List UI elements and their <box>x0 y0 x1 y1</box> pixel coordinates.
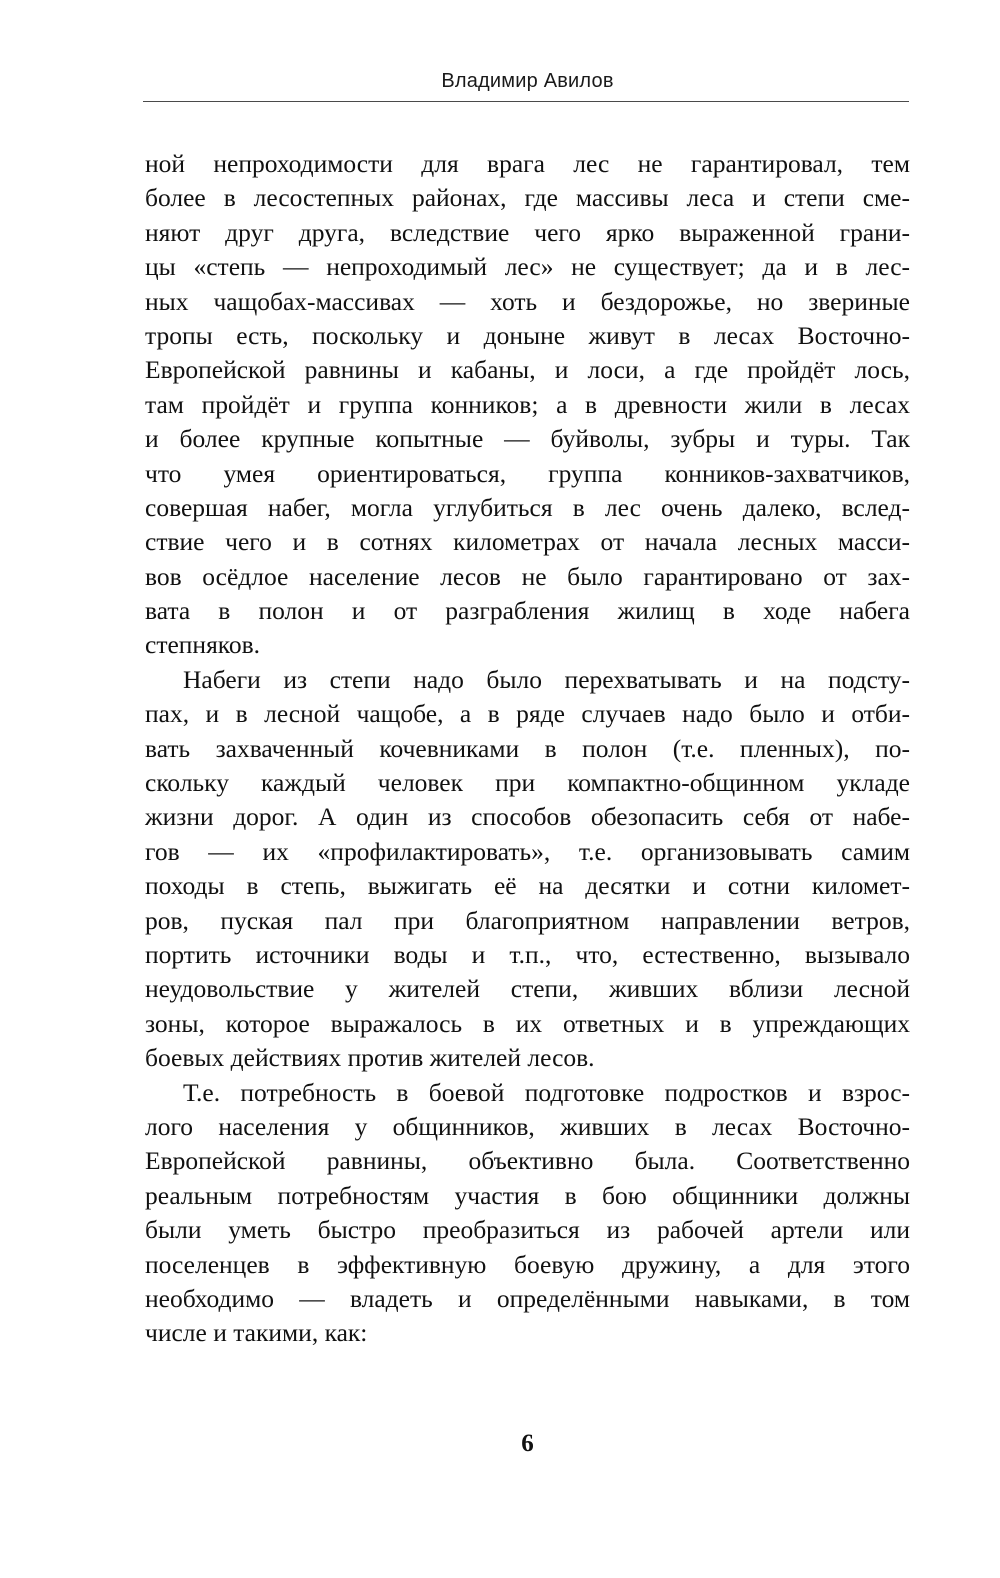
running-head: Владимир Авилов <box>441 70 614 92</box>
text-line: Т.е. потребность в боевой подготовке подростков и взрос- <box>183 1077 910 1107</box>
text-line: Европейской равнины, объективно была. Соответственно <box>145 1146 910 1176</box>
text-line: скольку каждый человек при компактно-общинном укладе <box>145 768 910 798</box>
page-number: 6 <box>521 1430 534 1457</box>
text-line: цы «степь — непроходимый лес» не существует; да и в лес- <box>145 252 910 282</box>
text-line: совершая набег, могла углубиться в лес очень далеко, вслед- <box>145 492 910 522</box>
text-line: неудовольствие у жителей степи, живших вблизи лесной <box>145 974 910 1004</box>
header-rule <box>143 101 909 102</box>
text-line: ров, пуская пал при благоприятном направлении ветров, <box>145 905 910 935</box>
text-line: более в лесостепных районах, где массивы леса и степи сме- <box>145 183 910 213</box>
text-line: портить источники воды и т.п., что, естественно, вызывало <box>145 939 910 969</box>
text-line: ствие чего и в сотнях километрах от начала лесных масси- <box>145 527 910 557</box>
text-line: вать захваченный кочевниками в полон (т.е. пленных), по- <box>145 733 910 763</box>
text-line: вов осёдлое население лесов не было гарантировано от зах- <box>145 561 910 591</box>
text-line: вата в полон и от разграбления жилищ в ходе набега <box>145 596 910 626</box>
text-line: няют друг друга, вследствие чего ярко выраженной грани- <box>145 217 910 247</box>
text-line: поселенцев в эффективную боевую дружину, а для этого <box>145 1249 910 1279</box>
text-line: там пройдёт и группа конников; а в древности жили в лесах <box>145 389 910 419</box>
text-line: необходимо — владеть и определёнными навыками, в том <box>145 1283 910 1313</box>
text-line: и более крупные копытные — буйволы, зубры и туры. Так <box>145 424 910 454</box>
text-line: лого населения у общинников, живших в лесах Восточно- <box>145 1111 910 1141</box>
text-line: степняков. <box>145 630 261 660</box>
text-line: походы в степь, выжигать её на десятки и сотни километ- <box>145 871 910 901</box>
text-line: жизни дорог. А один из способов обезопасить себя от набе- <box>145 802 910 832</box>
paragraph-3 <box>145 1076 910 1351</box>
text-line: числе и такими, как: <box>145 1318 368 1348</box>
text-line: Европейской равнины и кабаны, и лоси, а где пройдёт лось, <box>145 355 910 385</box>
text-line: были уметь быстро преобразиться из рабочей артели или <box>145 1215 910 1245</box>
text-line: пах, и в лесной чащобе, а в ряде случаев надо было и отби- <box>145 699 910 729</box>
body-text <box>145 147 910 1351</box>
text-line: реальным потребностям участия в бою общинники должны <box>145 1180 910 1210</box>
paragraph-1 <box>145 147 910 663</box>
text-line: Набеги из степи надо было перехватывать и на подсту- <box>183 664 910 694</box>
paragraph-2 <box>145 663 910 1076</box>
text-line: тропы есть, поскольку и доныне живут в лесах Восточно- <box>145 320 910 350</box>
text-line: что умея ориентироваться, группа конников-захватчиков, <box>145 458 910 488</box>
text-line: зоны, которое выражалось в их ответных и в упреждающих <box>145 1008 910 1038</box>
text-line: боевых действиях против жителей лесов. <box>145 1043 595 1073</box>
text-line: ных чащобах-массивах — хоть и бездорожье, но звериные <box>145 286 910 316</box>
text-line: ной непроходимости для врага лес не гарантировал, тем <box>145 149 910 178</box>
text-line: гов — их «профилактировать», т.е. организовывать самим <box>145 836 910 866</box>
